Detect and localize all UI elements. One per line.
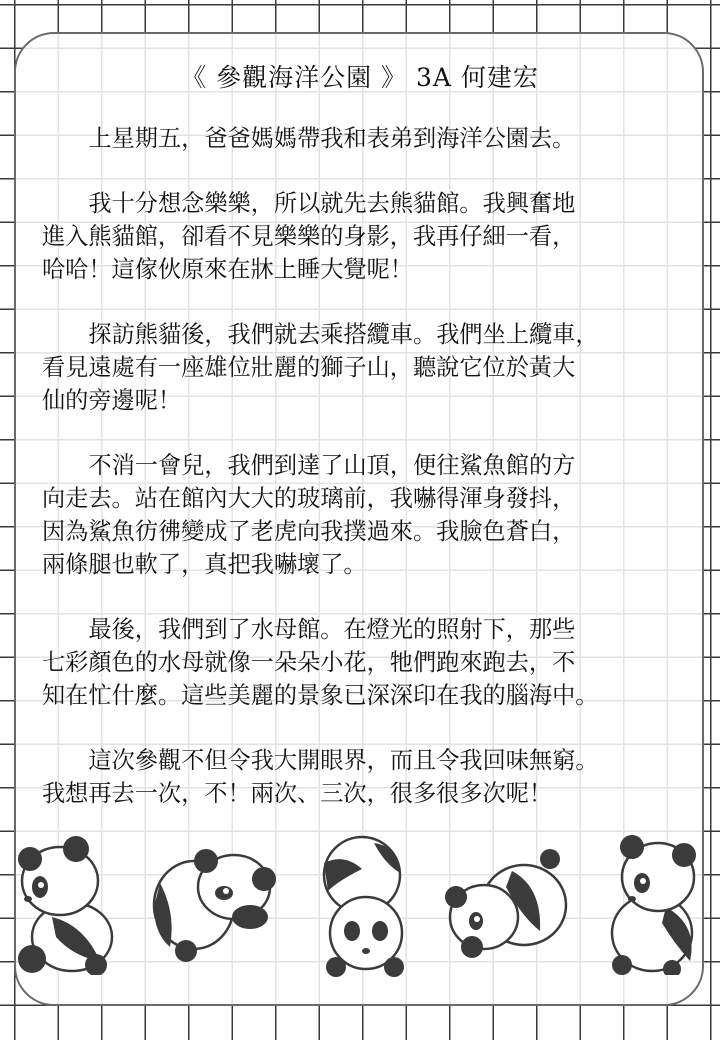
paragraph-line: 知在忙什麼。這些美麗的景象已深深印在我的腦海中。 <box>42 682 599 709</box>
paragraph-line: 看見遠處有一座雄位壯麗的獅子山，聽說它位於黃大 <box>42 354 576 381</box>
panda-decorations <box>0 825 720 985</box>
paragraph-6 <box>42 744 707 810</box>
panda-sitting-icon <box>14 833 119 975</box>
paragraph-line: 我想再去一次，不！兩次、三次，很多很多次呢！ <box>42 780 553 807</box>
panda-sitting-back-icon <box>602 833 706 975</box>
paragraph-line: 兩條腿也軟了，真把我嚇壞了。 <box>42 551 367 578</box>
paragraph-line: 七彩顏色的水母就像一朵朵小花，牠們跑來跑去，不 <box>42 649 576 676</box>
essay-body <box>42 122 707 842</box>
paragraph-line: 不消一會兒，我們到達了山頂，便往鯊魚館的方 <box>88 452 576 479</box>
paragraph-line: 哈哈！這傢伙原來在牀上睡大覺呢！ <box>42 256 413 283</box>
essay-title: 《 參觀海洋公園 》 3A 何建宏 <box>181 63 539 92</box>
panda-upside-down-icon <box>314 833 410 977</box>
panda-rolling-icon <box>146 843 280 963</box>
paragraph-line: 探訪熊貓後，我們就去乘搭纜車。我們坐上纜車， <box>88 321 599 348</box>
paragraph-3 <box>42 318 707 417</box>
paragraph-4 <box>42 449 707 581</box>
paragraph-line: 向走去。站在館內大大的玻璃前，我嚇得渾身發抖， <box>42 485 576 512</box>
paragraph-line: 進入熊貓館，卻看不見樂樂的身影，我再仔細一看， <box>42 223 576 250</box>
paragraph-line: 最後，我們到了水母館。在燈光的照射下，那些 <box>88 616 576 643</box>
paragraph-line: 上星期五，爸爸媽媽帶我和表弟到海洋公園去。 <box>88 125 576 152</box>
paragraph-1 <box>42 122 707 155</box>
panda-lying-icon <box>442 847 572 959</box>
paragraph-line: 我十分想念樂樂，所以就先去熊貓館。我興奮地 <box>88 190 576 217</box>
paragraph-2 <box>42 187 707 286</box>
paragraph-line: 因為鯊魚彷彿變成了老虎向我撲過來。我臉色蒼白， <box>42 518 576 545</box>
paragraph-line: 仙的旁邊呢！ <box>42 387 182 414</box>
paragraph-5 <box>42 613 707 712</box>
paragraph-line: 這次參觀不但令我大開眼界，而且令我回味無窮。 <box>88 747 599 774</box>
